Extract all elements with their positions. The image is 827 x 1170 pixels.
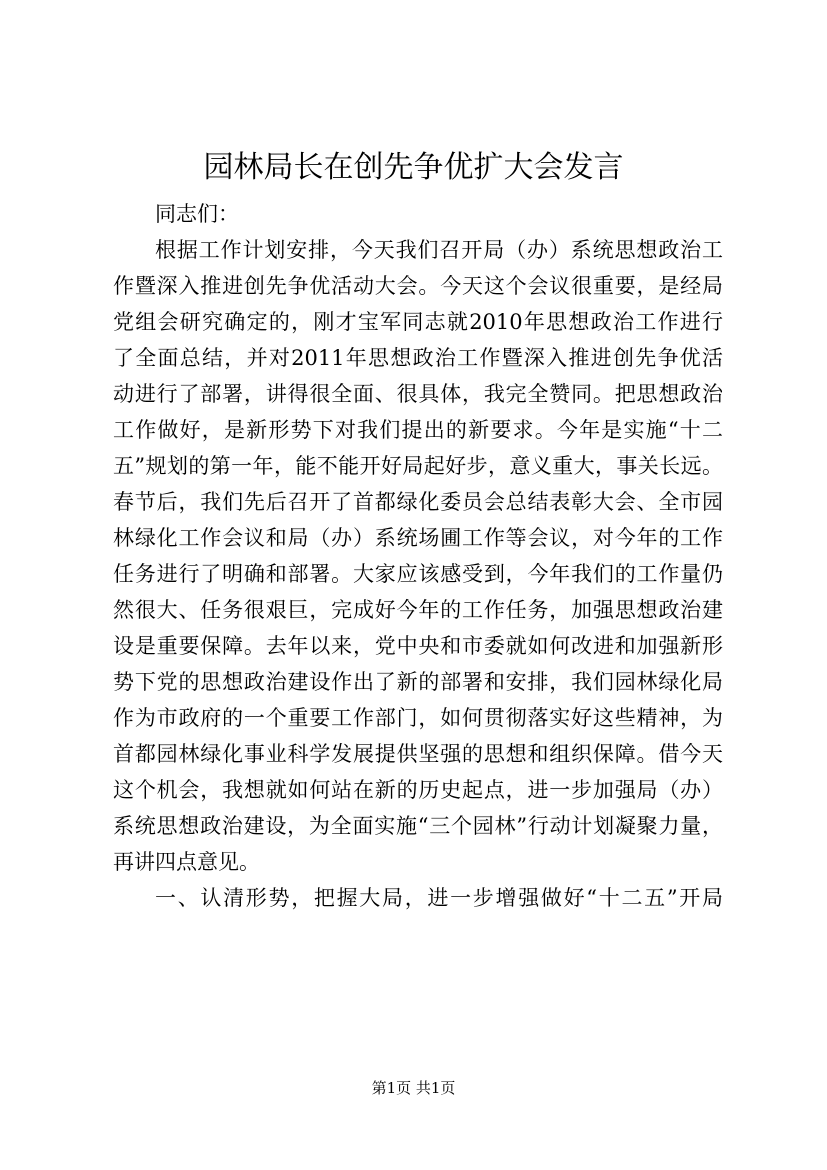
- page-footer: 第1页 共1页: [371, 1079, 456, 1097]
- paragraph-line: 这个机会，我想就如何站在新的历史起点，进一步加强局（办）: [113, 778, 723, 802]
- document-body: [113, 196, 723, 916]
- paragraph-line: 任务进行了明确和部署。大家应该感受到，今年我们的工作量仍: [113, 562, 723, 586]
- paragraph-line: 势下党的思想政治建设作出了新的部署和安排，我们园林绿化局: [113, 670, 723, 694]
- paragraph-line: 根据工作计划安排，今天我们召开局（办）系统思想政治工: [155, 238, 723, 262]
- paragraph-line: 了全面总结，并对2011年思想政治工作暨深入推进创先争优活: [113, 346, 723, 370]
- paragraph-line: 再讲四点意见。: [113, 850, 260, 874]
- paragraph-line: 首都园林绿化事业科学发展提供坚强的思想和组织保障。借今天: [113, 742, 723, 766]
- paragraph-line: 同志们：: [155, 202, 239, 226]
- paragraph-line: 然很大、任务很艰巨，完成好今年的工作任务，加强思想政治建: [113, 598, 723, 622]
- paragraph-line: 工作做好，是新形势下对我们提出的新要求。今年是实施“十二: [113, 418, 723, 442]
- paragraph-line: 林绿化工作会议和局（办）系统场圃工作等会议，对今年的工作: [113, 526, 723, 550]
- paragraph-line: 作为市政府的一个重要工作部门，如何贯彻落实好这些精神，为: [113, 706, 723, 730]
- paragraph-line: 五”规划的第一年，能不能开好局起好步，意义重大，事关长远。: [113, 454, 723, 478]
- paragraph-line: 党组会研究确定的，刚才宝军同志就2010年思想政治工作进行: [113, 310, 723, 334]
- paragraph-line: 一、认清形势，把握大局，进一步增强做好“十二五”开局: [155, 886, 723, 910]
- paragraph-line: 动进行了部署，讲得很全面、很具体，我完全赞同。把思想政治: [113, 382, 723, 406]
- paragraph-line: 设是重要保障。去年以来，党中央和市委就如何改进和加强新形: [113, 634, 723, 658]
- paragraph-line: 春节后，我们先后召开了首都绿化委员会总结表彰大会、全市园: [113, 490, 723, 514]
- paragraph-line: 作暨深入推进创先争优活动大会。今天这个会议很重要，是经局: [113, 274, 723, 298]
- document-title: 园林局长在创先争优扩大会发言: [203, 150, 624, 185]
- paragraph-line: 系统思想政治建设，为全面实施“三个园林”行动计划凝聚力量，: [113, 814, 723, 838]
